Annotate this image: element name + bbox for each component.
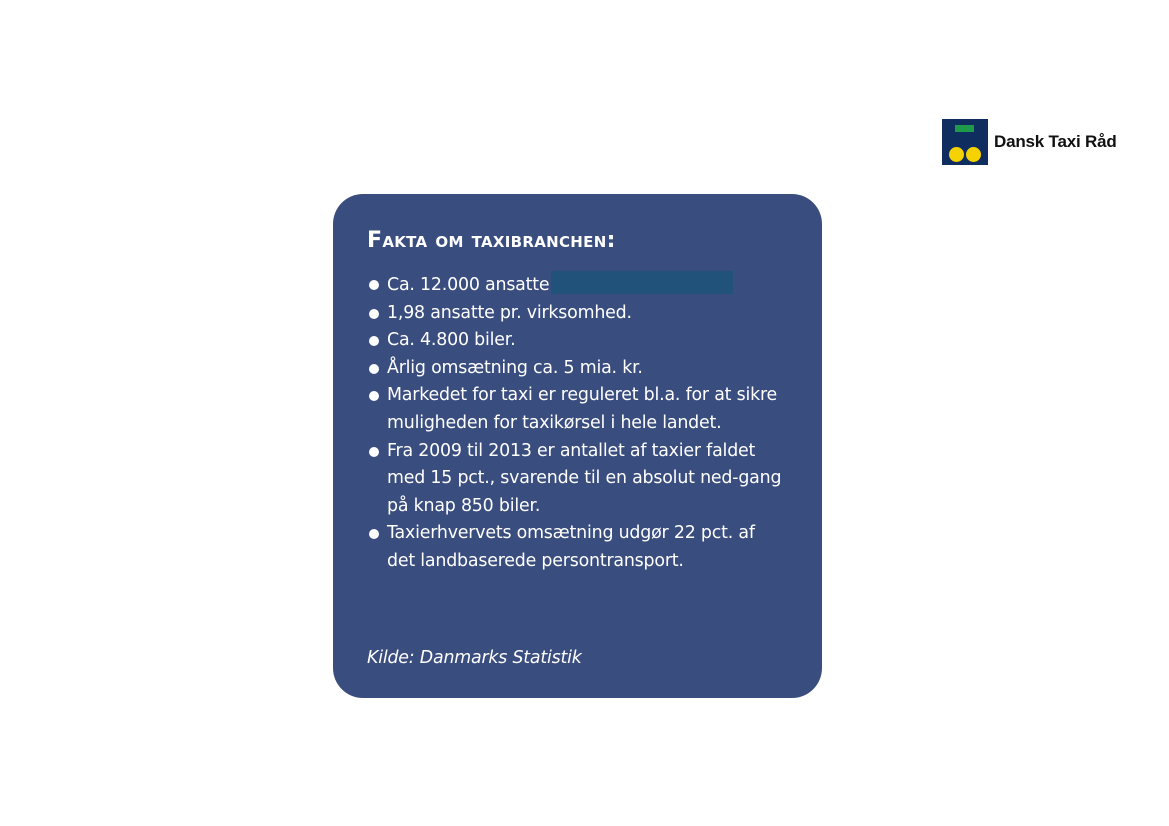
fact-item-revenue: Årlig omsætning ca. 5 mia. kr.: [367, 355, 786, 383]
fact-item-regulation: Markedet for taxi er reguleret bl.a. for at sikre muligheden for taxikørsel i hele landet.: [367, 382, 786, 437]
fact-box: [333, 194, 822, 698]
fact-list: [367, 271, 786, 576]
fact-item-employees: Ca. 12.000 ansatte: [367, 271, 786, 300]
source-note: Kilde: Danmarks Statistik: [367, 648, 582, 668]
fact-box-title: Fakta om taxibranchen:: [367, 228, 616, 253]
fact-item-cars: Ca. 4.800 biler.: [367, 327, 786, 355]
fact-item-employees-per-company: 1,98 ansatte pr. virksomhed.: [367, 300, 786, 328]
logo-wheel-right: [966, 147, 981, 162]
fact-item-decline: Fra 2009 til 2013 er antallet af taxier faldet med 15 pct., svarende til en absolut ned-gang på knap 850 biler.: [367, 438, 786, 521]
logo-roof-sign: [955, 125, 974, 132]
logo-wheel-left: [949, 147, 964, 162]
redaction-block: [551, 271, 733, 294]
company-logo: [942, 119, 1117, 165]
taxi-logo-icon: [942, 119, 988, 165]
fact-item-market-share: Taxierhvervets omsætning udgør 22 pct. af det landbaserede persontransport.: [367, 520, 786, 575]
logo-text: Dansk Taxi Råd: [994, 132, 1117, 151]
